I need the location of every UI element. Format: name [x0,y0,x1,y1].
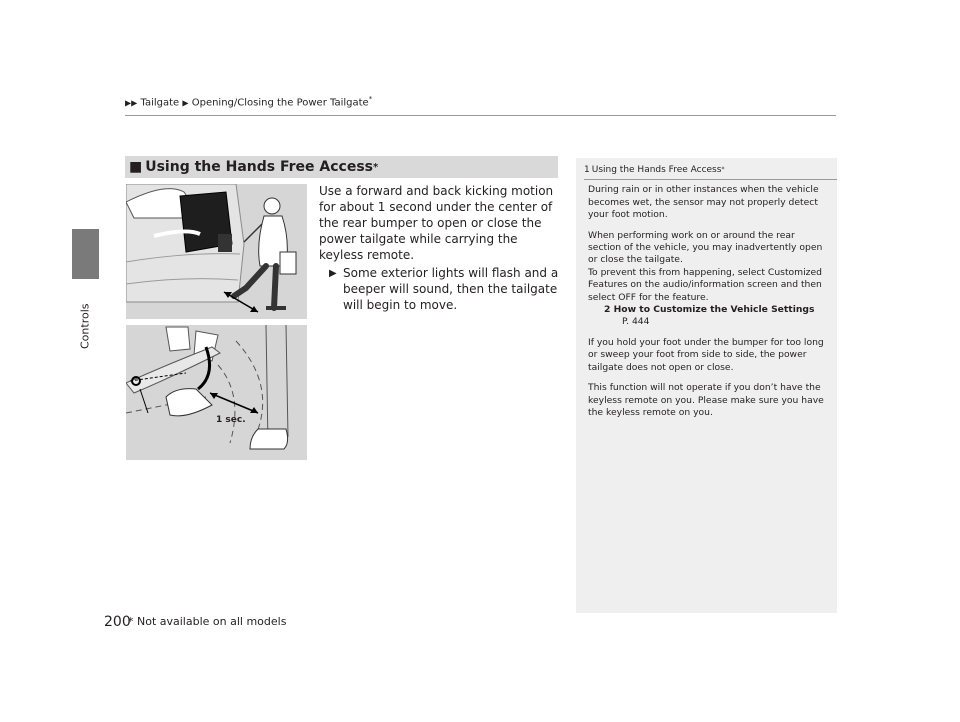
result-arrow-icon: ▶ [329,268,337,279]
notes-panel [576,158,837,613]
cross-reference-page[interactable]: P. 444 [622,316,650,328]
page-number: 200 [104,614,131,630]
label-one-second: 1 sec. [216,415,246,425]
illustration-kick-motion [126,184,307,319]
header-divider [125,115,836,116]
section-marker-icon: ■ [129,159,143,175]
body-text [319,183,559,313]
cross-reference-icon: 2 [604,304,611,316]
note-paragraph-4: If you hold your foot under the bumper for too long or sweep your foot from side to side, the power tailgate does not open or close. [588,336,824,373]
breadcrumb-arrow-icon: ▶▶ [125,98,138,108]
result-item [319,265,559,313]
breadcrumb-arrow-icon: ▶ [182,98,189,108]
note-number-icon: 1 [584,165,590,175]
instruction-paragraph: Use a forward and back kicking motion for about 1 second under the center of the rear bumper to open or close the power tailgate while carrying the keyless remote. [319,184,554,262]
breadcrumb-item-tailgate[interactable]: Tailgate [140,97,180,109]
notes-title-text: Using the Hands Free Access [591,165,722,175]
cross-reference-link[interactable] [604,304,829,316]
illustration-kick-detail [126,325,307,460]
note-paragraph-1: During rain or in other instances when the vehicle becomes wet, the sensor may not properly detect your foot motion. [588,184,819,221]
section-heading [125,156,558,178]
result-text: Some exterior lights will flash and a beeper will sound, then the tailgate will begin to move. [343,266,559,312]
sidebar-section-label: Controls [78,303,92,349]
breadcrumb-item-power-tailgate[interactable]: Opening/Closing the Power Tailgate [191,97,369,109]
section-asterisk: * [373,161,379,173]
side-tab-marker [72,229,99,279]
note-paragraph-2: When performing work on or around the rear section of the vehicle, you may inadvertently open or close the tailgate. [588,229,823,266]
breadcrumb-asterisk: * [368,95,373,103]
note-paragraph-5: This function will not operate if you don’t have the keyless remote on you. Please make sure you have the keyless remote on you. [588,382,824,418]
section-title: Using the Hands Free Access [145,159,374,175]
cross-reference-text: How to Customize the Vehicle Settings [613,304,815,316]
note-paragraph-3: To prevent this from happening, select Customized Features on the audio/information screen and then select OFF for the feature. [588,266,822,303]
notes-divider [584,179,837,180]
footnote: * Not available on all models [128,615,287,628]
notes-title [584,164,829,176]
breadcrumb [125,95,372,108]
notes-title-asterisk: * [721,166,725,173]
